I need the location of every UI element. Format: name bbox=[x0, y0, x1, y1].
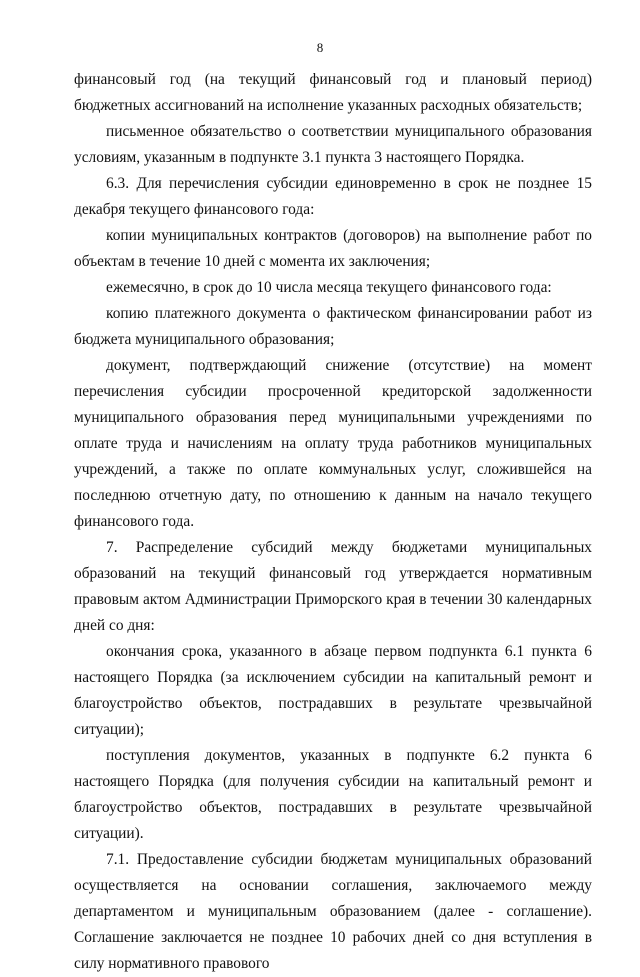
paragraph-payment-document: копию платежного документа о фактическом финансировании работ из бюджета муниципального образования; bbox=[74, 305, 592, 348]
paragraph-monthly: ежемесячно, в срок до 10 числа месяца текущего финансового года: bbox=[106, 279, 552, 296]
document-body bbox=[74, 67, 592, 977]
paragraph-debt-document: документ, подтверждающий снижение (отсутствие) на момент перечисления субсидии просроченной кредиторской задолженности муниципального образования перед муниципальными учреждениями по оплате труда и начислениям на оплату труда работников муниципальных учреждений, а также по оплате коммунальных услуг, сложившейся на последнюю отчетную дату, по отношению к данным на начало текущего финансового года. bbox=[74, 357, 592, 530]
paragraph-contract-copies: копии муниципальных контрактов (договоров) на выполнение работ по объектам в течение 10 дней с момента их заключения; bbox=[74, 227, 592, 270]
paragraph-documents-received: поступления документов, указанных в подпункте 6.2 пункта 6 настоящего Порядка (для получения субсидии на капитальный ремонт и благоустройство объектов, пострадавших в результате чрезвычайной ситуации). bbox=[74, 747, 592, 842]
paragraph-7-1: 7.1. Предоставление субсидии бюджетам муниципальных образований осуществляется на основании соглашения, заключаемого между департаментом и муниципальным образованием (далее - соглашение). Соглашение заключается не позднее 10 рабочих дней со дня вступления в силу нормативного правового bbox=[74, 851, 592, 972]
paragraph-written-obligation: письменное обязательство о соответствии муниципального образования условиям, указанным в подпункте 3.1 пункта 3 настоящего Порядка. bbox=[74, 123, 592, 166]
paragraph-deadline-end: окончания срока, указанного в абзаце первом подпункта 6.1 пункта 6 настоящего Порядка (за исключением субсидии на капитальный ремонт и благоустройство объектов, пострадавших в результате чрезвычайной ситуации); bbox=[74, 643, 592, 738]
paragraph-6-3: 6.3. Для перечисления субсидии единовременно в срок не позднее 15 декабря текущего финансового года: bbox=[74, 175, 592, 218]
paragraph-7: 7. Распределение субсидий между бюджетами муниципальных образований на текущий финансовый год утверждается нормативным правовым актом Администрации Приморского края в течении 30 календарных дней со дня: bbox=[74, 539, 592, 634]
paragraph-continuation: финансовый год (на текущий финансовый год и плановый период) бюджетных ассигнований на исполнение указанных расходных обязательств; bbox=[74, 71, 592, 114]
page-number: 8 bbox=[316, 40, 324, 55]
